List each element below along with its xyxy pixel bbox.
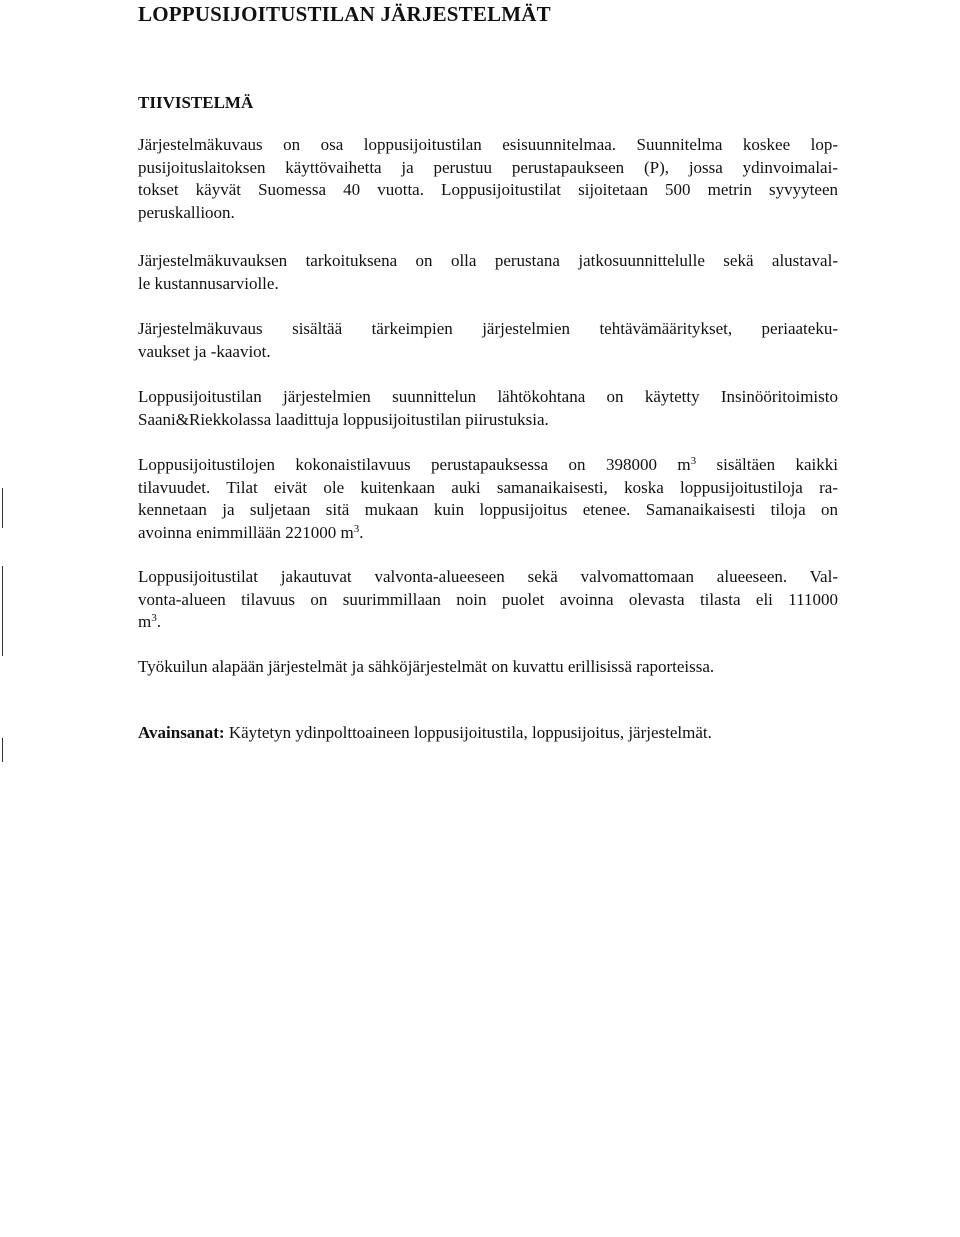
paragraph-1-line-1: Järjestelmäkuvaus on osa loppusijoitustilan esisuunnitelmaa. Suunnitelma koskee lop- <box>138 135 838 154</box>
paragraph-5-line-1-end: sisältäen kaikki <box>696 455 838 474</box>
paragraph-6-line-1: Loppusijoitustilat jakautuvat valvonta-alueeseen sekä valvomattomaan alueeseen. Val- <box>138 567 838 586</box>
paragraph-4 <box>138 386 838 431</box>
section-heading-abstract: TIIVISTELMÄ <box>138 93 254 112</box>
paragraph-1-line-3: tokset käyvät Suomessa 40 vuotta. Loppusijoitustilat sijoitetaan 500 metrin syvyyteen <box>138 180 838 199</box>
keywords-line <box>138 722 838 745</box>
paragraph-5-line-1 <box>138 454 838 477</box>
paragraph-1-line-4: peruskallioon. <box>138 202 235 222</box>
paragraph-7 <box>138 656 838 679</box>
paragraph-4-line-1: Loppusijoitustilan järjestelmien suunnittelun lähtökohtana on käytetty Insinööritoimisto <box>138 387 838 406</box>
margin-scan-mark <box>2 488 3 528</box>
paragraph-5-line-4-end: . <box>359 522 364 542</box>
cubic-superscript: 3 <box>690 455 697 467</box>
paragraph-6 <box>138 566 838 634</box>
paragraph-4-line-2: Saani&Riekkolassa laadittuja loppusijoitustilan piirustuksia. <box>138 409 549 429</box>
paragraph-2-line-1: Järjestelmäkuvauksen tarkoituksena on olla perustana jatkosuunnittelulle sekä alustaval- <box>138 251 838 270</box>
paragraph-2 <box>138 250 838 295</box>
cubic-superscript: 3 <box>151 612 157 624</box>
paragraph-6-line-2: vonta-alueen tilavuus on suurimmillaan noin puolet avoinna olevasta tilasta eli 111000 <box>138 589 838 609</box>
cubic-superscript: 3 <box>353 522 360 535</box>
paragraph-6-line-3-start: m <box>138 612 152 631</box>
paragraph-3-line-1: Järjestelmäkuvaus sisältää tärkeimpien järjestelmien tehtävämääritykset, periaateku- <box>138 319 838 338</box>
keywords-label: Avainsanat: <box>138 723 225 742</box>
paragraph-5-line-3: kennetaan ja suljetaan sitä mukaan kuin loppusijoitus etenee. Samanaikaisesti tiloja on <box>138 500 838 519</box>
document-title: LOPPUSIJOITUSTILAN JÄRJESTELMÄT <box>138 2 551 26</box>
paragraph-5-line-2: tilavuudet. Tilat eivät ole kuitenkaan auki samanaikaisesti, koska loppusijoitustiloja ra- <box>138 477 838 497</box>
paragraph-2-line-2: le kustannusarviolle. <box>138 273 279 293</box>
paragraph-1-line-2: pusijoituslaitoksen käyttövaihetta ja perustuu perustapaukseen (P), jossa ydinvoimalai- <box>138 157 838 177</box>
paragraph-5-line-1-start: Loppusijoitustilojen kokonaistilavuus perustapauksessa on 398000 m <box>138 455 691 474</box>
paragraph-6-line-3 <box>138 611 838 634</box>
paragraph-5-line-4 <box>138 522 838 545</box>
paragraph-5-line-4-start: avoinna enimmillään 221000 m <box>138 522 354 542</box>
margin-scan-mark <box>2 738 3 762</box>
paragraph-3-line-2: vaukset ja -kaaviot. <box>138 341 271 361</box>
paragraph-7-line-1: Työkuilun alapään järjestelmät ja sähköjärjestelmät on kuvattu erillisissä raporteissa. <box>138 657 715 676</box>
keywords <box>138 722 838 745</box>
paragraph-5 <box>138 454 838 544</box>
paragraph-6-line-3-end: . <box>156 612 161 631</box>
paragraph-3 <box>138 318 838 363</box>
keywords-text: Käytetyn ydinpolttoaineen loppusijoitustila, loppusijoitus, järjestelmät. <box>224 723 712 742</box>
paragraph-1 <box>138 134 838 224</box>
margin-scan-mark <box>2 566 3 656</box>
